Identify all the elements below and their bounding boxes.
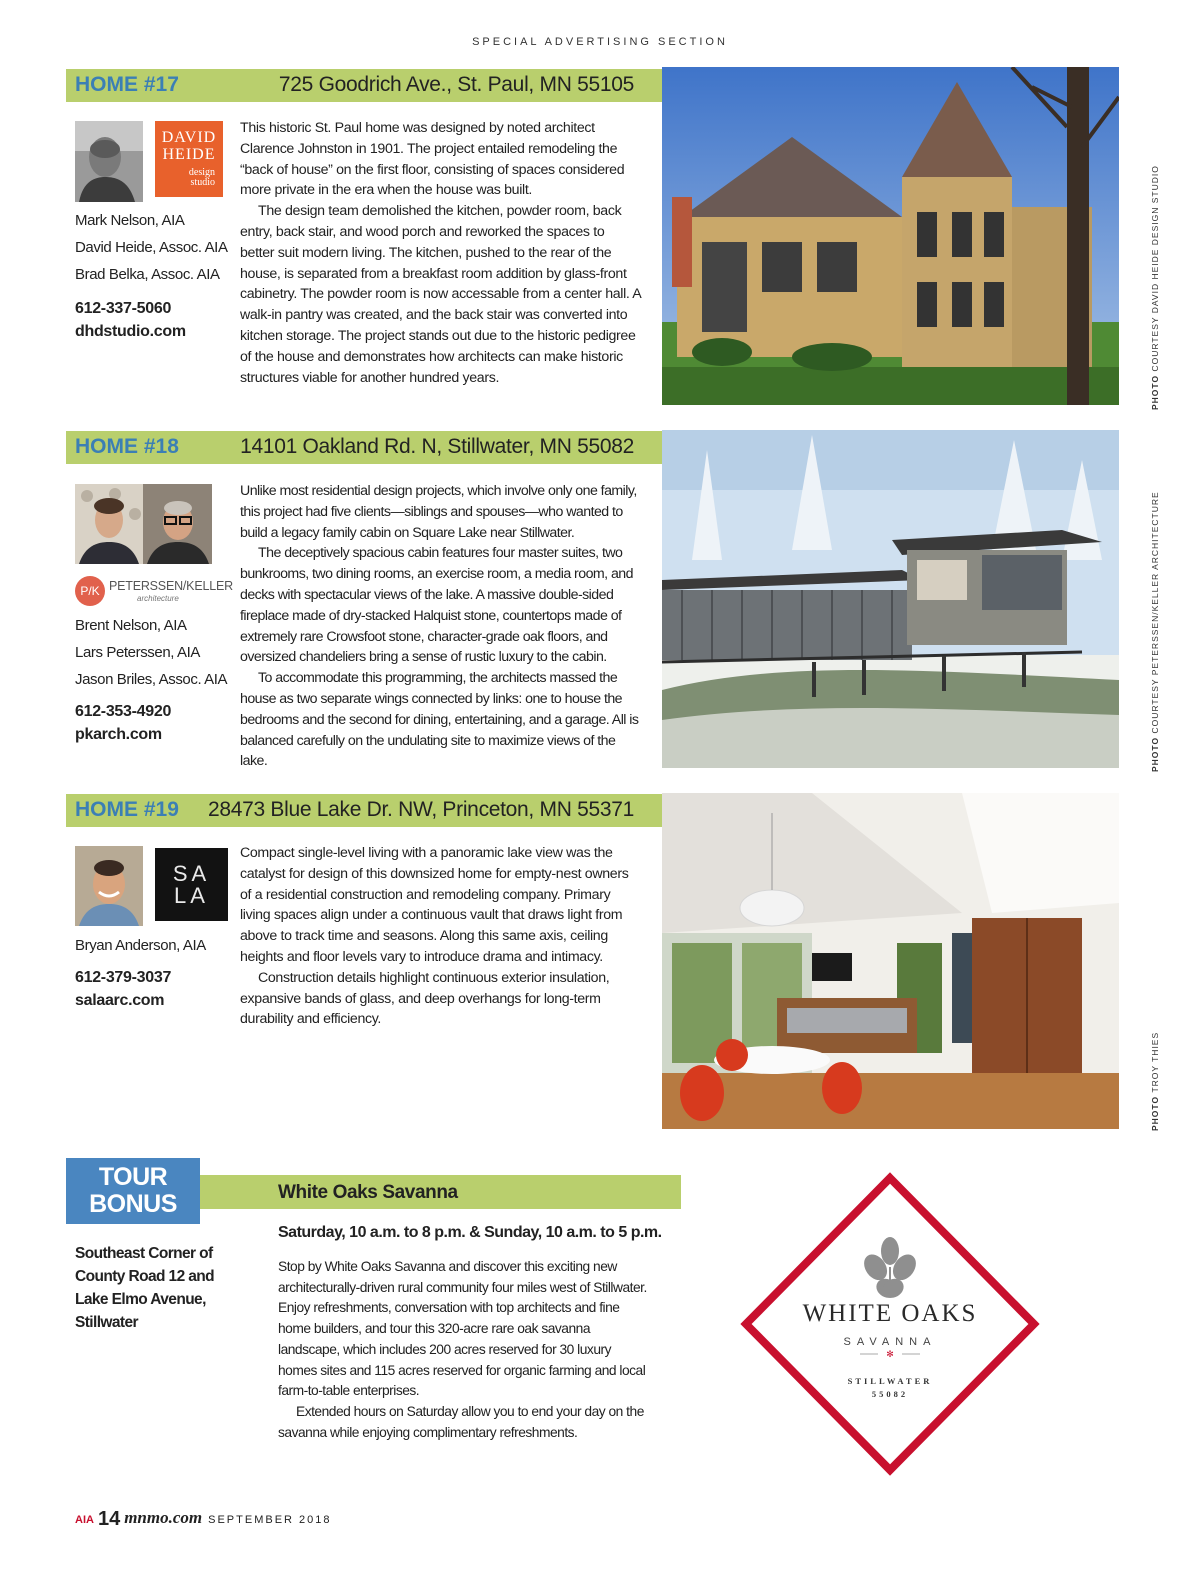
footer-date: SEPTEMBER 2018 [208,1514,332,1526]
home-19-address: 28473 Blue Lake Dr. NW, Princeton, MN 55371 [207,798,634,821]
tour-bonus-location: Southeast Corner of County Road 12 and Lake Elmo Avenue, Stillwater [75,1245,215,1331]
home-18-phone: 612-353-4920 [75,703,172,720]
home-19-header-bar [66,794,662,827]
home-18-description: Unlike most residential design projects, which involve only one family, this project had five clients—siblings and spouses—who wanted to build a legacy family cabin on Square Lake near Stillwater. The deceptively spacious cabin features four master suites, two bunkrooms, two dining rooms, an exercise room, a media room, and decks with spectacular views of the lake. A massive double-sided fireplace made of dry-stacked Halquist stone, countertops made of extremely rare Crowsfoot stone, character-grade oak floors, and oversized chandeliers bring a sense of rustic luxury to the cabin. To accommodate this programming, the architects massed the house as two separate wings connected by links: one to house the bedrooms and the second for dining, entertaining, and a garage. All is balanced carefully on the undulating site to maximize views of the lake. [240,483,639,770]
logo-sub: SAVANNA [843,1336,937,1348]
home-18-people: Brent Nelson, AIA Lars Peterssen, AIA Jason Briles, Assoc. AIA [75,617,228,688]
home-17-people: Mark Nelson, AIA David Heide, Assoc. AIA Brad Belka, Assoc. AIA [75,212,228,283]
footer-org: AIA [75,1514,94,1526]
home-19-photo [662,793,1119,1129]
home-17-address: 725 Goodrich Ave., St. Paul, MN 55105 [278,73,634,96]
home-18-headshot-2 [143,484,212,564]
home-18-headshot-1 [75,484,143,564]
david-heide-logo: DAVID HEIDE design studio [155,121,223,197]
logo-city: STILLWATER [847,1376,933,1386]
svg-text:✻: ✻ [886,1349,894,1359]
home-19-people: Bryan Anderson, AIA [75,937,206,954]
sala-logo: SA LA [155,848,228,921]
tour-bonus-header-bar [200,1175,681,1209]
home-18-number: HOME #18 [75,435,179,458]
tour-bonus-description: Stop by White Oaks Savanna and discover this exciting new architecturally-driven rural community four miles west of Stillwater. Enjoy refreshments, conversation with top architects and fine home builders, and tour this 320-acre rare oak savanna landscape, which includes 200 acres reserved for 30 luxury homes sites and 115 acres reserved for organic farming and local farm-to-table enterprises. Extended hours on Saturday allow you to end your day on the savanna while enjoying complimentary refreshments. [278,1259,647,1440]
home-18-photo-credit: PHOTO COURTESY PETERSSEN/KELLER ARCHITECTURE [1150,491,1160,772]
home-18-header-bar [66,431,662,464]
home-17-photo [662,67,1119,405]
white-oaks-savanna-logo [740,1172,1040,1476]
home-17-number: HOME #17 [75,73,179,96]
home-17-headshot [75,121,143,202]
home-17-contact [75,297,186,343]
home-19-website[interactable]: salaarc.com [75,992,165,1009]
section-label: SPECIAL ADVERTISING SECTION [472,36,728,48]
home-17-website[interactable]: dhdstudio.com [75,323,186,340]
page-number: 14 [97,1508,121,1530]
home-19-contact [75,966,171,1012]
logo-zip: 55082 [871,1389,909,1399]
home-19-headshot [75,846,143,926]
home-17-header-bar [66,69,662,102]
home-18-website[interactable]: pkarch.com [75,726,162,743]
logo-name: WHITE OAKS [802,1300,978,1327]
home-19-description: Compact single-level living with a panoramic lake view was the catalyst for design of this downsized home for empty-nest owners of a residential construction and remodeling company. Primary living spaces align under a continuous vault that draws light from above to track time and seasons. Along this same axis, ceiling heights and floor levels vary to introduce drama and intimacy. Construction details highlight continuous exterior insulation, expansive bands of glass, and deep overhangs for long-term durability and efficiency. [240,845,629,1028]
tour-bonus-label: TOUR BONUS [66,1158,200,1224]
home-19-number: HOME #19 [75,798,179,821]
home-17-phone: 612-337-5060 [75,300,172,317]
tour-bonus-title: White Oaks Savanna [278,1182,458,1203]
home-18-rendering [662,430,1119,768]
footer-site[interactable]: mnmo.com [124,1508,203,1527]
home-17-description: This historic St. Paul home was designed by noted architect Clarence Johnston in 1901. The project entailed remodeling the “back of house” on the first floor, consisting of spaces considered more private in the era when the house was built. The design team demolished the kitchen, powder room, back entry, back stair, and wood porch and reworked the spaces to better suit modern living. The kitchen, pushed to the rear of the house, is separated from a breakfast room addition by glass-front cabinetry. The powder room is now accessable from a center hall. A walk-in pantry was created, and the back stair was converted into kitchen storage. The project stands out due to the historic pedigree of the house and demonstrates how architects can make historic structures viable for another hundred years. [240,120,641,386]
home-18-address: 14101 Oakland Rd. N, Stillwater, MN 55082 [240,435,634,458]
home-18-contact [75,700,171,746]
page-footer [75,1508,332,1531]
home-17-photo-credit: PHOTO COURTESY DAVID HEIDE DESIGN STUDIO [1150,165,1160,410]
home-19-phone: 612-379-3037 [75,969,172,986]
peterssen-keller-logo: P/K PETERSSEN/KELLER architecture [75,576,225,606]
home-19-photo-credit: PHOTO TROY THIES [1150,1031,1160,1131]
tour-bonus-hours: Saturday, 10 a.m. to 8 p.m. & Sunday, 10 a.m. to 5 p.m. [278,1224,662,1241]
